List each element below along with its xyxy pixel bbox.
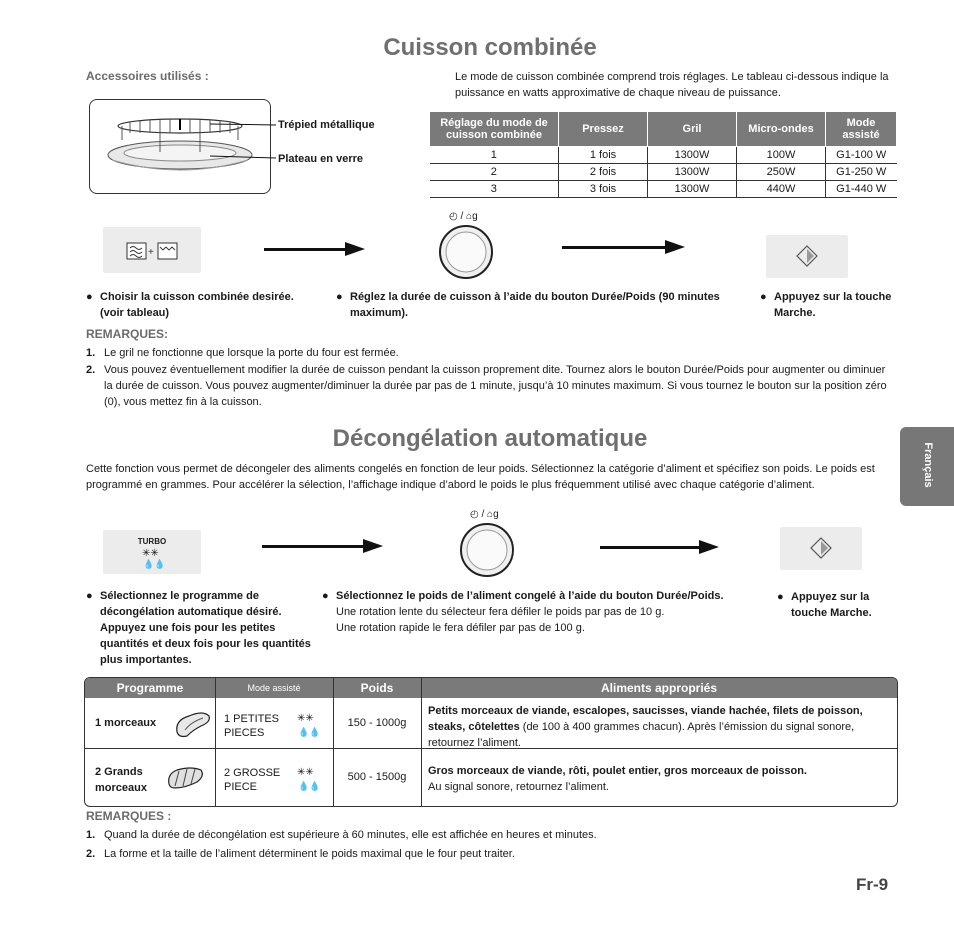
time-weight-dial-1[interactable] [438,224,494,280]
table-row [430,147,897,164]
start-icon [766,235,848,278]
header-setting: Réglage du mode de cuisson combinée [430,112,559,147]
cell: 1300W [648,147,737,164]
remark-number: 1. [86,347,96,359]
remarks-title-2: REMARQUES : [86,809,172,823]
defrost-table [84,677,898,807]
step1-defrost [86,588,320,668]
step-text: Sélectionnez le poids de l’aliment congelé à l’aide du bouton Durée/Poids. [336,590,724,602]
bullet-icon: ● [86,291,93,303]
step3-combination [760,289,894,321]
foods-rest: (de 100 à 400 grammes chacun). Après l’émission du signal sonore, retournez l’aliment. [428,721,855,749]
dial-label-2: ◴ / ⌂g [470,509,499,520]
remark-3 [86,827,904,843]
bullet-icon: ● [336,291,343,303]
section-title-defrost: Décongélation automatique [332,425,648,452]
combination-button-image [103,227,201,273]
arrow-2-head [665,240,685,254]
program-large: 2 Grands morceaux [95,766,147,794]
weight-large: 500 - 1500g [347,771,407,783]
header-weight: Poids [360,681,394,695]
section-title-combination: Cuisson combinée [383,34,597,61]
defrost-symbol-icon [295,710,325,740]
foods-small [428,703,890,751]
step-text: Réglez la durée de cuisson à l’aide du bouton Durée/Poids (90 minutes maximum). [350,291,720,319]
table-row [430,164,897,181]
arrow-2 [562,246,666,249]
header-assisted: Mode assisté [826,112,897,147]
time-weight-dial-2[interactable] [459,522,515,578]
dial-label-1: ◴ / ⌂g [449,211,478,222]
svg-text:✳✳: ✳✳ [142,548,159,559]
remark-number: 2. [86,364,96,376]
step-text: Appuyez sur la touche Marche. [774,291,892,319]
start-button-image-2[interactable] [780,527,862,570]
cell: 2 [430,164,559,181]
turbo-label: TURBO [137,537,167,546]
remark-2 [86,362,892,410]
label-plate: Plateau en verre [278,153,363,165]
remark-text: Vous pouvez éventuellement modifier la durée de cuisson pendant la cuisson proprement dite. Tournez alors le bouton Durée/Poids pour augmenter ou diminuer la durée de cuisson. Vous pouvez augmenter/diminuer la durée par pas de 1 minute, jusqu’à 10 minutes maximum. Si vous tournez le bouton sur la position zéro (0), vous mettez fin à la cuisson. [104,364,887,408]
steak-icon [173,708,213,740]
label-tripod: Trépied métallique [278,119,375,131]
foods-bold: Petits morceaux de viande, escalopes, saucisses, viande hachée, filets de poisson, steaks, côtelettes [428,705,863,733]
step-text: Sélectionnez le programme de décongélation automatique désiré. Appuyez une fois pour les petites quantités et deux fois pour les quantités plus importantes. [100,590,311,666]
dial-knob-icon [438,224,494,280]
remark-1 [86,345,904,361]
step-text: Appuyez sur la touche Marche. [791,591,872,619]
foods-rest: Au signal sonore, retournez l’aliment. [428,781,609,793]
cell: G1-250 W [826,164,897,181]
header-grill: Gril [648,112,737,147]
page-number: Fr-9 [856,875,889,894]
arrow-3 [262,545,364,548]
header-microwave: Micro-ondes [737,112,826,147]
accessory-pointer-lines [210,118,280,168]
cell: 1 [430,147,559,164]
svg-text:✳✳: ✳✳ [297,767,314,778]
dial-knob-icon [459,522,515,578]
cell: G1-100 W [826,147,897,164]
bullet-icon: ● [322,590,329,602]
cell: 3 fois [559,181,648,198]
defrost-intro: Cette fonction vous permet de décongeler des aliments congelés en fonction de leur poids. Sélectionnez la catégorie d’aliment et spécifiez son poids. Le poids est programmé en grammes. Pour accélérer la sélection, l’affichage indique d’abord le poids le plus fréquemment utilisé avec chaque catégorie d’aliment. [86,463,875,491]
arrow-1-head [345,242,365,256]
defrost-table-header [85,678,897,698]
arrow-3-head [363,539,383,553]
cell: 250W [737,164,826,181]
svg-text:💧💧: 💧💧 [298,782,321,792]
step-text: Une rotation rapide le fera défiler par pas de 100 g. [336,622,585,634]
bullet-icon: ● [86,590,93,602]
program-small: 1 morceaux [95,717,157,729]
remark-text: Le gril ne fonctionne que lorsque la porte du four est fermée. [104,347,399,359]
column-divider [421,678,422,806]
arrow-4-head [699,540,719,554]
header-mode: Mode assisté [247,683,301,693]
weight-small: 150 - 1000g [347,717,407,729]
remark-number: 2. [86,848,96,860]
language-tab-label: Français [922,442,934,488]
bullet-icon: ● [777,591,784,603]
column-divider [333,678,334,806]
accessories-label: Accessoires utilisés : [86,69,209,83]
column-divider [215,678,216,806]
foods-large [428,763,890,795]
roast-icon [163,762,207,792]
cell: G1-440 W [826,181,897,198]
cell: 1300W [648,181,737,198]
cell: 3 [430,181,559,198]
cell: 100W [737,147,826,164]
arrow-4 [600,546,700,549]
arrow-1 [264,248,346,251]
power-table-header [430,112,897,147]
language-tab[interactable] [900,427,954,506]
step2-defrost [322,588,726,636]
remarks-title-1: REMARQUES: [86,327,169,341]
header-foods: Aliments appropriés [600,681,718,695]
step-text: Choisir la cuisson combinée desirée. (voir tableau) [100,291,294,319]
remark-text: Quand la durée de décongélation est supérieure à 60 minutes, elle est affichée en heures et minutes. [104,829,597,841]
defrost-symbol-icon [295,764,325,794]
cell: 1 fois [559,147,648,164]
step3-defrost [777,589,901,621]
start-icon [780,527,862,570]
start-button-image-1[interactable] [766,235,848,278]
power-table [429,111,897,198]
svg-text:💧💧: 💧💧 [298,728,321,738]
remark-number: 1. [86,829,96,841]
remark-text: La forme et la taille de l’aliment déterminent le poids maximal que le four peut traiter. [104,848,515,860]
table-row [430,181,897,198]
turbo-button-image[interactable] [103,530,201,574]
remark-4 [86,846,904,862]
microwave-grill-icon [103,227,201,273]
combination-intro: Le mode de cuisson combinée comprend trois réglages. Le tableau ci-dessous indique la puissance en watts approximative de chaque niveau de puissance. [455,71,889,99]
cell: 2 fois [559,164,648,181]
mode-small: 1 PETITES PIECES [224,713,280,739]
header-program: Programme [116,681,184,695]
step1-combination [86,289,310,321]
cell: 1300W [648,164,737,181]
step2-combination [336,289,730,321]
svg-text:✳✳: ✳✳ [297,713,314,724]
svg-text:💧💧: 💧💧 [143,560,166,570]
bullet-icon: ● [760,291,767,303]
mode-large: 2 GROSSE PIECE [224,767,281,793]
header-press: Pressez [559,112,648,147]
cell: 440W [737,181,826,198]
foods-bold: Gros morceaux de viande, rôti, poulet entier, gros morceaux de poisson. [428,765,807,777]
svg-text:+: + [148,247,154,258]
step-text: Une rotation lente du sélecteur fera défiler le poids par pas de 10 g. [336,606,665,618]
